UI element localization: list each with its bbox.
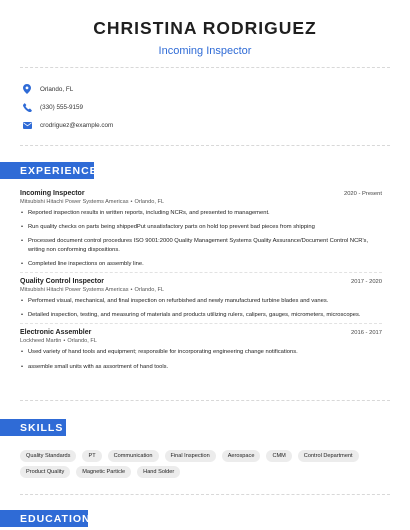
skill-chip: Product Quality <box>20 466 70 478</box>
job-dates: 2017 - 2020 <box>351 279 382 286</box>
job-dates: 2020 - Present <box>343 191 382 197</box>
job-company-line: Mitsubishi Hitachi Power Systems Americas • Orlando, FL <box>20 287 165 294</box>
location-text: Orlando, FL <box>40 85 74 93</box>
skill-chip: Control Department <box>298 450 359 462</box>
skill-chip: PT <box>82 450 101 462</box>
phone-icon <box>22 102 32 112</box>
contact-divider <box>20 145 390 146</box>
experience-list <box>20 190 382 371</box>
resume-header <box>0 18 410 57</box>
contact-info <box>22 80 113 134</box>
skill-chip: Communication <box>108 450 159 462</box>
education-heading: EDUCATION <box>0 510 88 527</box>
job-bullet: • assemble small units with as assortment of hand tools. <box>20 363 382 371</box>
job-bullets <box>20 348 382 370</box>
job-bullet: • Run quality checks on parts being shippedPut unsatisfactory parts on hold top prevent bad pieces from shipping <box>20 223 382 231</box>
email-icon <box>22 120 32 130</box>
job-bullet: • Reported inspection results in written reports, including NCRs, and presented to management. <box>20 209 382 217</box>
skill-chip: Final Inspection <box>165 450 216 462</box>
job-entry <box>20 278 382 319</box>
email-text: crodriguez@example.com <box>40 121 114 129</box>
job-dates: 2016 - 2017 <box>351 330 382 337</box>
job-title: Incoming Inspector <box>20 190 85 197</box>
job-location: Orlando, FL <box>134 199 165 205</box>
job-company: Mitsubishi Hitachi Power Systems Americas <box>20 287 129 294</box>
location-pin-icon <box>22 84 32 94</box>
job-bullet: • Processed document control procedures ISO 9001:2000 Quality Management Systems Quality Assurance/Document Control NCR's, writing non conforming dispositions. <box>20 237 382 253</box>
candidate-role: Incoming Inspector <box>158 45 252 57</box>
phone-text: (330) 555-9159 <box>40 103 84 111</box>
skills-heading: SKILLS <box>0 419 66 436</box>
job-divider <box>20 323 382 324</box>
candidate-name: CHRISTINA RODRIGUEZ <box>93 18 317 38</box>
skill-chip: Magnetic Particle <box>76 466 131 478</box>
skill-chip: Aerospace <box>222 450 261 462</box>
contact-location <box>22 80 113 98</box>
job-entry <box>20 329 382 370</box>
skills-list <box>20 450 390 482</box>
contact-phone <box>22 98 113 116</box>
job-company-line: Mitsubishi Hitachi Power Systems Americas • Orlando, FL <box>20 199 165 205</box>
job-bullet: • Completed line inspections on assembly line. <box>20 260 382 268</box>
job-location: Orlando, FL <box>67 338 97 345</box>
skill-chip: Quality Standards <box>20 450 76 462</box>
skill-chip: Hand Solder <box>137 466 180 478</box>
job-bullet: • Detailed inspection, testing, and measuring of materials and products utilizing rulers, calipers, gauges, micrometers, microscopes. <box>20 311 382 319</box>
experience-divider <box>20 400 390 401</box>
job-title: Electronic Assembler <box>20 329 92 337</box>
job-bullet: • Performed visual, mechanical, and final inspection on refurbished and newly manufactured turbine blades and vanes. <box>20 297 382 305</box>
job-location: Orlando, FL <box>134 287 165 294</box>
job-title: Quality Control Inspector <box>20 278 105 286</box>
job-divider <box>20 272 382 273</box>
job-entry <box>20 190 382 268</box>
job-company: Mitsubishi Hitachi Power Systems Americas <box>20 199 129 205</box>
skills-divider <box>20 494 390 495</box>
job-bullets <box>20 297 382 319</box>
job-company-line: Lockheed Martin • Orlando, FL <box>20 338 97 345</box>
experience-heading: EXPERIENCE <box>0 162 94 179</box>
contact-email <box>22 116 113 134</box>
job-bullet: • Used variety of hand tools and equipment; responsible for incorporating engineering change notifications. <box>20 348 382 356</box>
job-company: Lockheed Martin <box>20 338 62 345</box>
header-divider <box>20 67 390 68</box>
skill-chip: CMM <box>266 450 291 462</box>
job-bullets <box>20 209 382 268</box>
